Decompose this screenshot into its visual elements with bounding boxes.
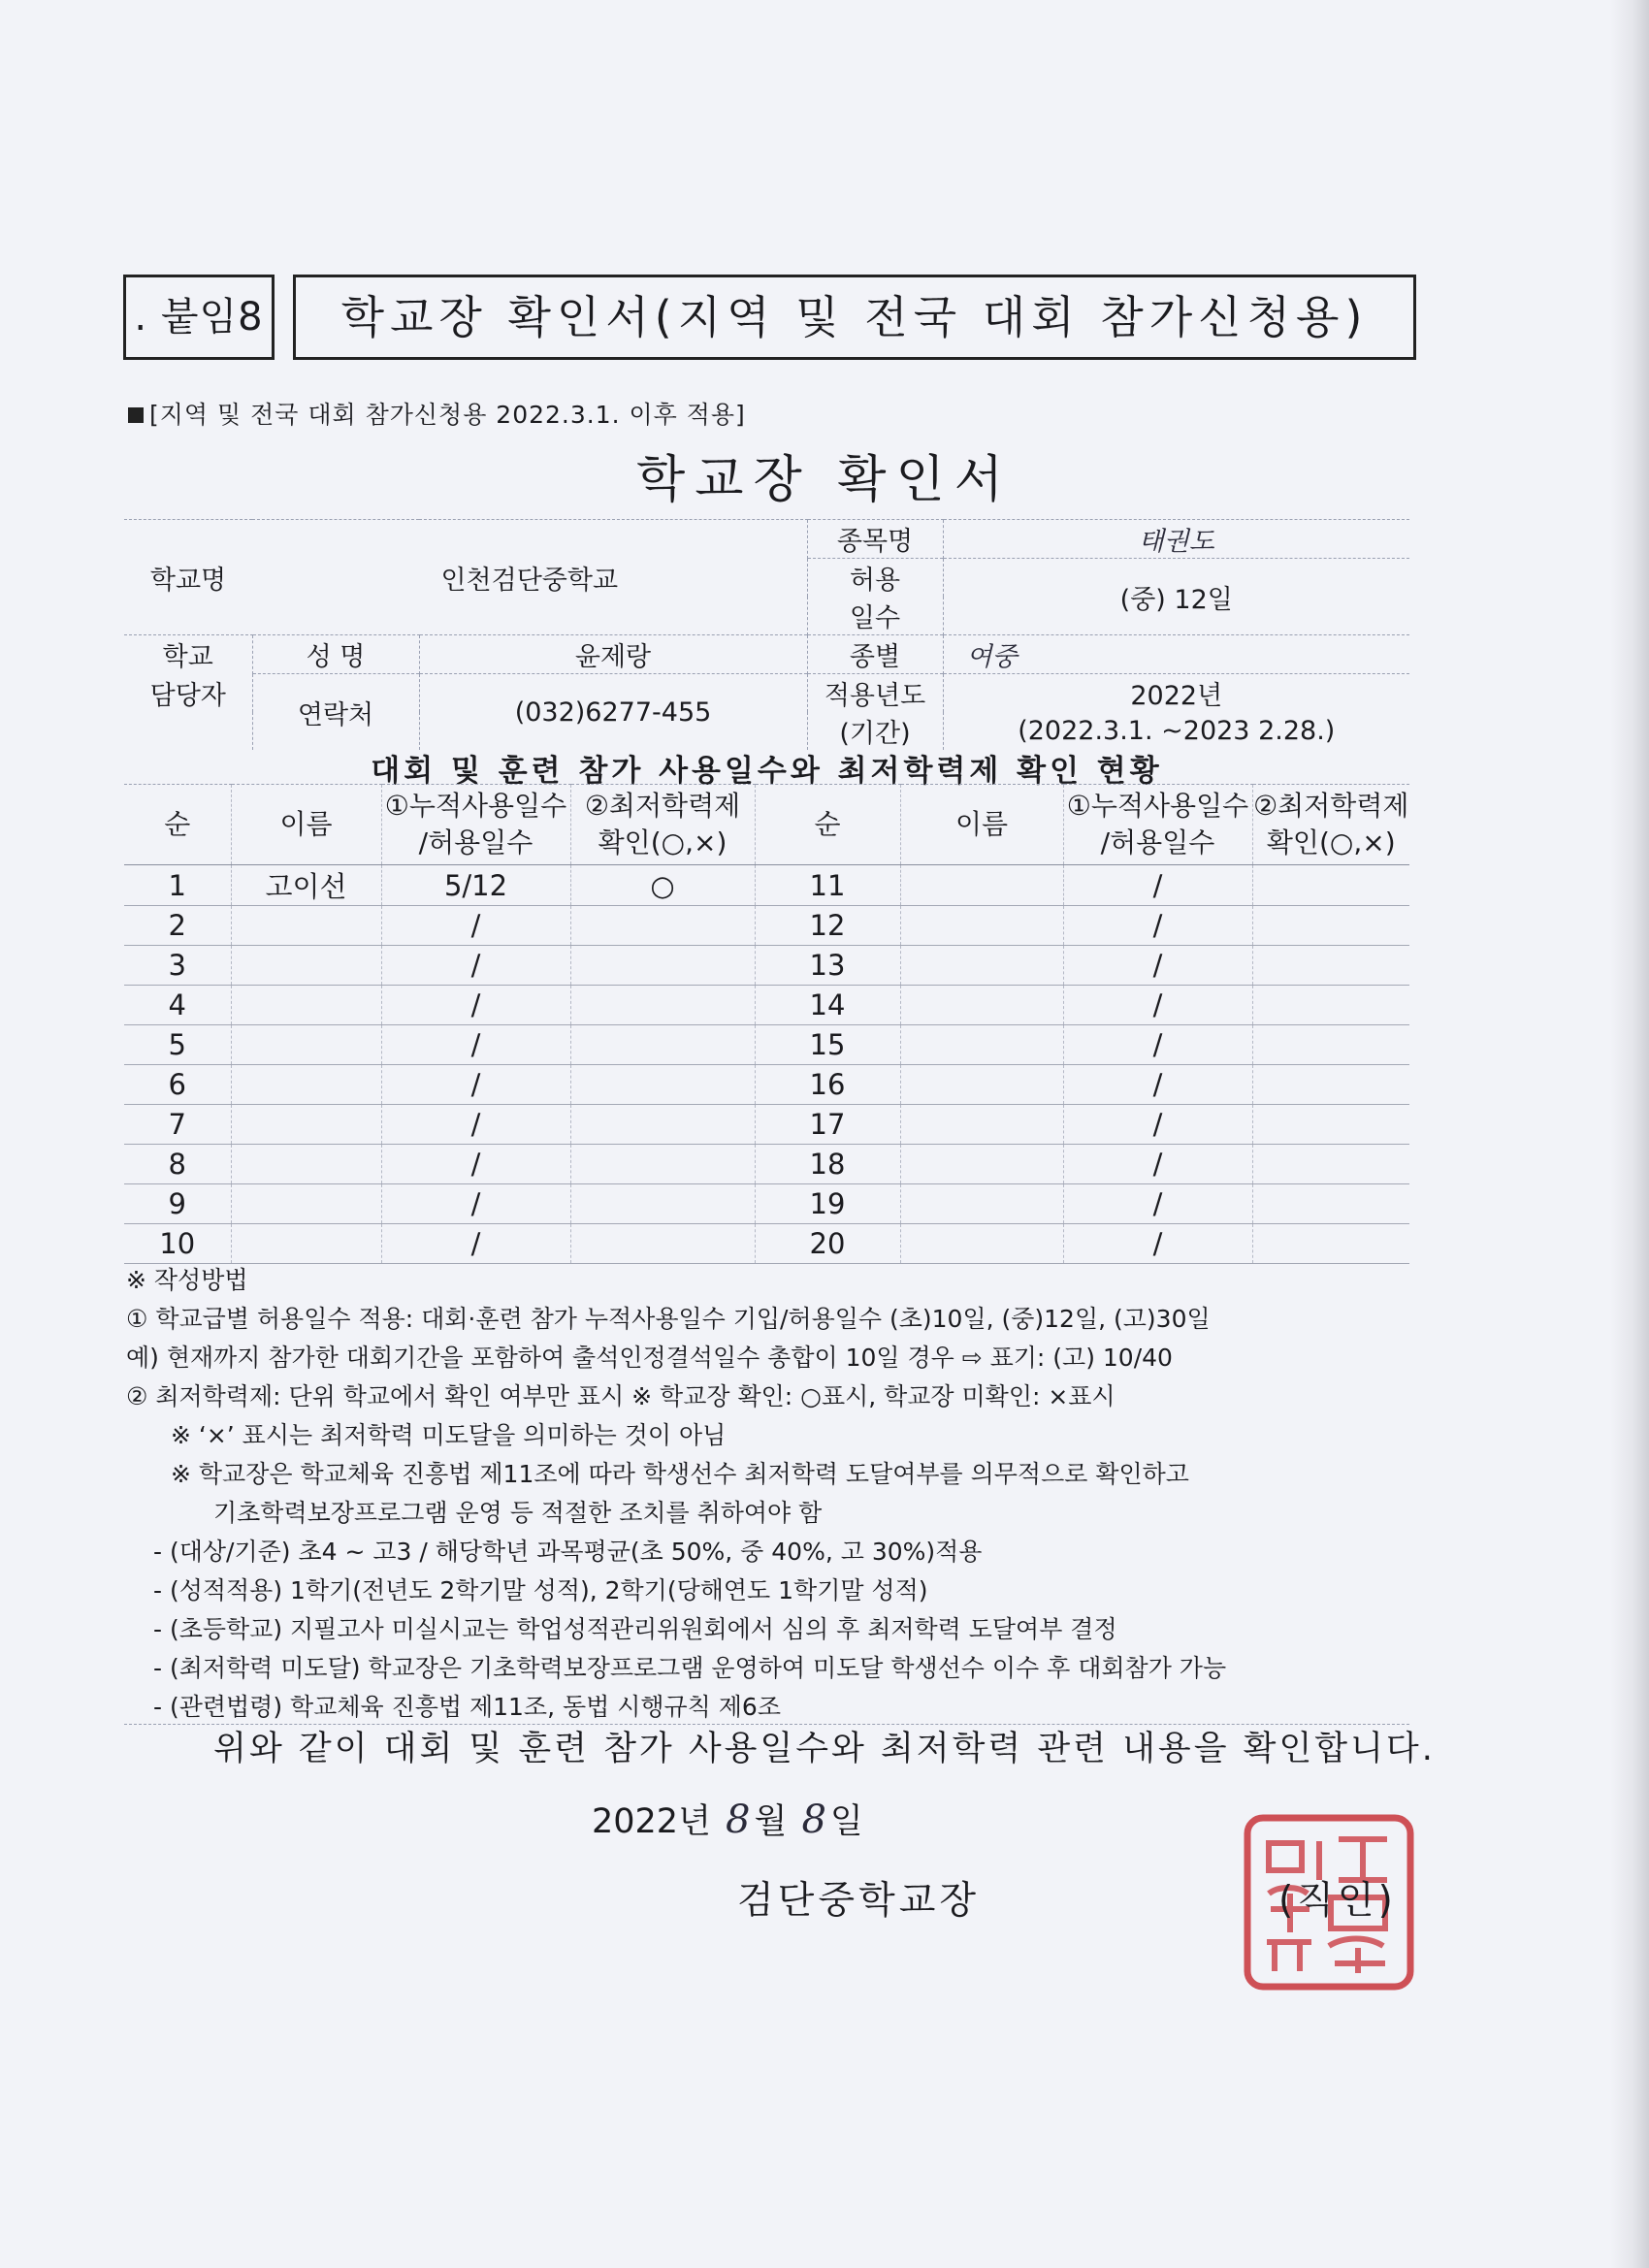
header-name-right: 이름: [900, 785, 1063, 865]
row-check: [570, 946, 755, 986]
row-name: [900, 906, 1063, 946]
row-name: [231, 1224, 381, 1264]
date-day: 8: [801, 1798, 826, 1842]
year-label-2: (기간): [807, 712, 943, 750]
row-name: [231, 1184, 381, 1224]
row-days: /: [1063, 1105, 1252, 1145]
row-days: /: [381, 1025, 570, 1065]
row-name: [900, 1025, 1063, 1065]
row-no: 16: [755, 1065, 900, 1105]
guide-line: - (성적적용) 1학기(전년도 2학기말 성적), 2학기(당해연도 1학기말 성적): [153, 1576, 928, 1604]
row-days: /: [1063, 906, 1252, 946]
contact-value: (032)6277-455: [419, 674, 807, 751]
row-days: /: [381, 1105, 570, 1145]
notice-text: [지역 및 전국 대회 참가신청용 2022.3.1. 이후 적용]: [149, 401, 746, 429]
status-table: [124, 784, 1409, 1264]
row-days: /: [1063, 1145, 1252, 1184]
header-days-right: [1063, 785, 1252, 865]
row-days: /: [381, 946, 570, 986]
row-check: [570, 1065, 755, 1105]
table-row: [124, 906, 1409, 946]
gender-label: 종별: [807, 635, 943, 674]
date-month: 8: [726, 1798, 751, 1842]
header-check-line1: ②최저학력제: [584, 790, 741, 822]
row-no: 17: [755, 1105, 900, 1145]
form-title: 학교장 확인서(지역 및 전국 대회 참가신청용): [293, 275, 1416, 360]
row-days: /: [1063, 986, 1252, 1025]
date-year: 2022년: [592, 1802, 711, 1841]
table-row: [124, 946, 1409, 986]
row-check: [1252, 1105, 1409, 1145]
row-days: /: [381, 1184, 570, 1224]
row-check: [1252, 1184, 1409, 1224]
row-check: [1252, 865, 1409, 906]
row-days: /: [1063, 1065, 1252, 1105]
guide-line: ② 최저학력제: 단위 학교에서 확인 여부만 표시 ※ 학교장 확인: ○표시, 학교장 미확인: ×표시: [126, 1382, 1116, 1410]
row-name: [900, 1184, 1063, 1224]
document-title: 학교장 확인서: [636, 451, 1013, 509]
row-check: [1252, 946, 1409, 986]
guide-heading: ※ 작성방법: [126, 1266, 248, 1294]
row-name: [231, 1065, 381, 1105]
row-no: 14: [755, 986, 900, 1025]
table-row: [124, 1105, 1409, 1145]
row-days: 5/12: [381, 865, 570, 906]
row-check: [1252, 1145, 1409, 1184]
row-check: [1252, 1065, 1409, 1105]
row-days: /: [381, 1224, 570, 1264]
row-name: [231, 906, 381, 946]
period-value: (2022.3.1. ~2023 2.28.): [943, 712, 1409, 750]
name-label: 성 명: [252, 635, 419, 674]
school-info-table: [124, 519, 1409, 750]
guide-line: 예) 현재까지 참가한 대회기간을 포함하여 출석인정결석일수 총합이 10일 경우 ⇨ 표기: (고) 10/40: [126, 1344, 1173, 1372]
row-no: 10: [124, 1224, 231, 1264]
applicability-notice: [128, 396, 746, 431]
row-check: ○: [570, 865, 755, 906]
table-row: [124, 1184, 1409, 1224]
row-no: 15: [755, 1025, 900, 1065]
header-days-line2: /허용일수: [418, 826, 534, 859]
row-no: 11: [755, 865, 900, 906]
guide-line: - (대상/기준) 초4 ~ 고3 / 해당학년 과목평균(초 50%, 중 40%, 고 30%)적용: [153, 1538, 983, 1566]
row-name: [231, 1105, 381, 1145]
row-days: /: [381, 986, 570, 1025]
row-name: [231, 986, 381, 1025]
row-days: /: [1063, 946, 1252, 986]
row-check: [570, 1184, 755, 1224]
row-no: 1: [124, 865, 231, 906]
manager-label-1: 학교: [124, 635, 252, 674]
row-no: 12: [755, 906, 900, 946]
row-no: 7: [124, 1105, 231, 1145]
row-no: 9: [124, 1184, 231, 1224]
header-days-line2: /허용일수: [1100, 826, 1215, 859]
row-name: 고이선: [231, 865, 381, 906]
square-bullet-icon: [128, 407, 144, 423]
row-no: 13: [755, 946, 900, 986]
row-no: 19: [755, 1184, 900, 1224]
row-name: [231, 1145, 381, 1184]
header-check-line2: 확인(○,×): [1266, 826, 1396, 859]
row-name: [900, 986, 1063, 1025]
row-days: /: [1063, 1184, 1252, 1224]
allowed-label-1: 허용: [807, 559, 943, 598]
writing-guide: [126, 1261, 1406, 1727]
row-no: 4: [124, 986, 231, 1025]
issue-date: [592, 1795, 863, 1843]
table-row: [124, 1224, 1409, 1264]
row-days: /: [381, 1065, 570, 1105]
row-check: [570, 1224, 755, 1264]
header-check-line1: ②최저학력제: [1253, 790, 1409, 822]
header-days-left: [381, 785, 570, 865]
name-value: 윤제랑: [419, 635, 807, 674]
row-name: [900, 1224, 1063, 1264]
table-row: [124, 1145, 1409, 1184]
attachment-tag: . 붙임8: [123, 275, 275, 360]
row-check: [1252, 906, 1409, 946]
guide-line: - (초등학교) 지필고사 미실시교는 학업성적관리위원회에서 심의 후 최저학력 도달여부 결정: [153, 1615, 1117, 1643]
confirmation-statement: 위와 같이 대회 및 훈련 참가 사용일수와 최저학력 관련 내용을 확인합니다.: [213, 1730, 1436, 1768]
row-no: 18: [755, 1145, 900, 1184]
event-value: 태권도: [943, 520, 1409, 559]
year-value: 2022년: [943, 674, 1409, 713]
row-name: [900, 865, 1063, 906]
row-no: 5: [124, 1025, 231, 1065]
guide-line: - (최저학력 미도달) 학교장은 기초학력보장프로그램 운영하여 미도달 학생선수 이수 후 대회참가 가능: [153, 1654, 1227, 1682]
guide-line: ① 학교급별 허용일수 적용: 대회·훈련 참가 누적사용일수 기입/허용일수 (초)10일, (중)12일, (고)30일: [126, 1305, 1211, 1333]
date-day-unit: 일: [829, 1802, 863, 1841]
seal-label: (직인): [1278, 1879, 1397, 1923]
row-check: [570, 1025, 755, 1065]
row-days: /: [1063, 1025, 1252, 1065]
row-check: [570, 1105, 755, 1145]
school-label: 학교명: [124, 520, 252, 635]
row-check: [570, 986, 755, 1025]
event-label: 종목명: [807, 520, 943, 559]
allowed-value: (중) 12일: [943, 559, 1409, 635]
status-rows: [124, 865, 1409, 1264]
row-name: [900, 946, 1063, 986]
guide-line: ※ ‘×’ 표시는 최저학력 미도달을 의미하는 것이 아님: [171, 1421, 727, 1449]
header-no-left: 순: [124, 785, 231, 865]
date-month-unit: 월: [754, 1802, 788, 1841]
row-days: /: [381, 1145, 570, 1184]
row-no: 6: [124, 1065, 231, 1105]
status-title: 대회 및 훈련 참가 사용일수와 최저학력제 확인 현황: [371, 754, 1163, 789]
header-no-right: 순: [755, 785, 900, 865]
table-row: [124, 1025, 1409, 1065]
header-check-right: [1252, 785, 1409, 865]
header-check-line2: 확인(○,×): [598, 826, 728, 859]
table-row: [124, 986, 1409, 1025]
row-name: [231, 946, 381, 986]
header-check-left: [570, 785, 755, 865]
table-row: [124, 1065, 1409, 1105]
year-label-1: 적용년도: [807, 674, 943, 713]
guide-line: 기초학력보장프로그램 운영 등 적절한 조치를 취하여야 함: [213, 1499, 823, 1527]
row-no: 8: [124, 1145, 231, 1184]
row-no: 2: [124, 906, 231, 946]
allowed-label-2: 일수: [807, 597, 943, 635]
row-check: [1252, 1025, 1409, 1065]
row-name: [900, 1065, 1063, 1105]
header-days-line1: ①누적사용일수: [1066, 790, 1249, 822]
manager-label-2: 담당자: [149, 680, 226, 711]
row-no: 3: [124, 946, 231, 986]
row-check: [1252, 986, 1409, 1025]
row-check: [1252, 1224, 1409, 1264]
guide-line: - (관련법령) 학교체육 진흥법 제11조, 동법 시행규칙 제6조: [153, 1693, 781, 1721]
row-days: /: [1063, 865, 1252, 906]
row-days: /: [1063, 1224, 1252, 1264]
row-days: /: [381, 906, 570, 946]
school-value: 인천검단중학교: [252, 520, 807, 635]
guide-line: ※ 학교장은 학교체육 진흥법 제11조에 따라 학생선수 최저학력 도달여부를 의무적으로 확인하고: [171, 1460, 1189, 1488]
header-name-left: 이름: [231, 785, 381, 865]
header-days-line1: ①누적사용일수: [384, 790, 567, 822]
row-check: [570, 906, 755, 946]
row-name: [900, 1145, 1063, 1184]
scan-edge: [1610, 0, 1649, 2268]
contact-label: 연락처: [252, 674, 419, 751]
table-row: [124, 865, 1409, 906]
row-name: [900, 1105, 1063, 1145]
row-name: [231, 1025, 381, 1065]
row-check: [570, 1145, 755, 1184]
row-no: 20: [755, 1224, 900, 1264]
principal-title: 검단중학교장: [737, 1879, 981, 1923]
gender-value: 여중: [943, 635, 1409, 674]
